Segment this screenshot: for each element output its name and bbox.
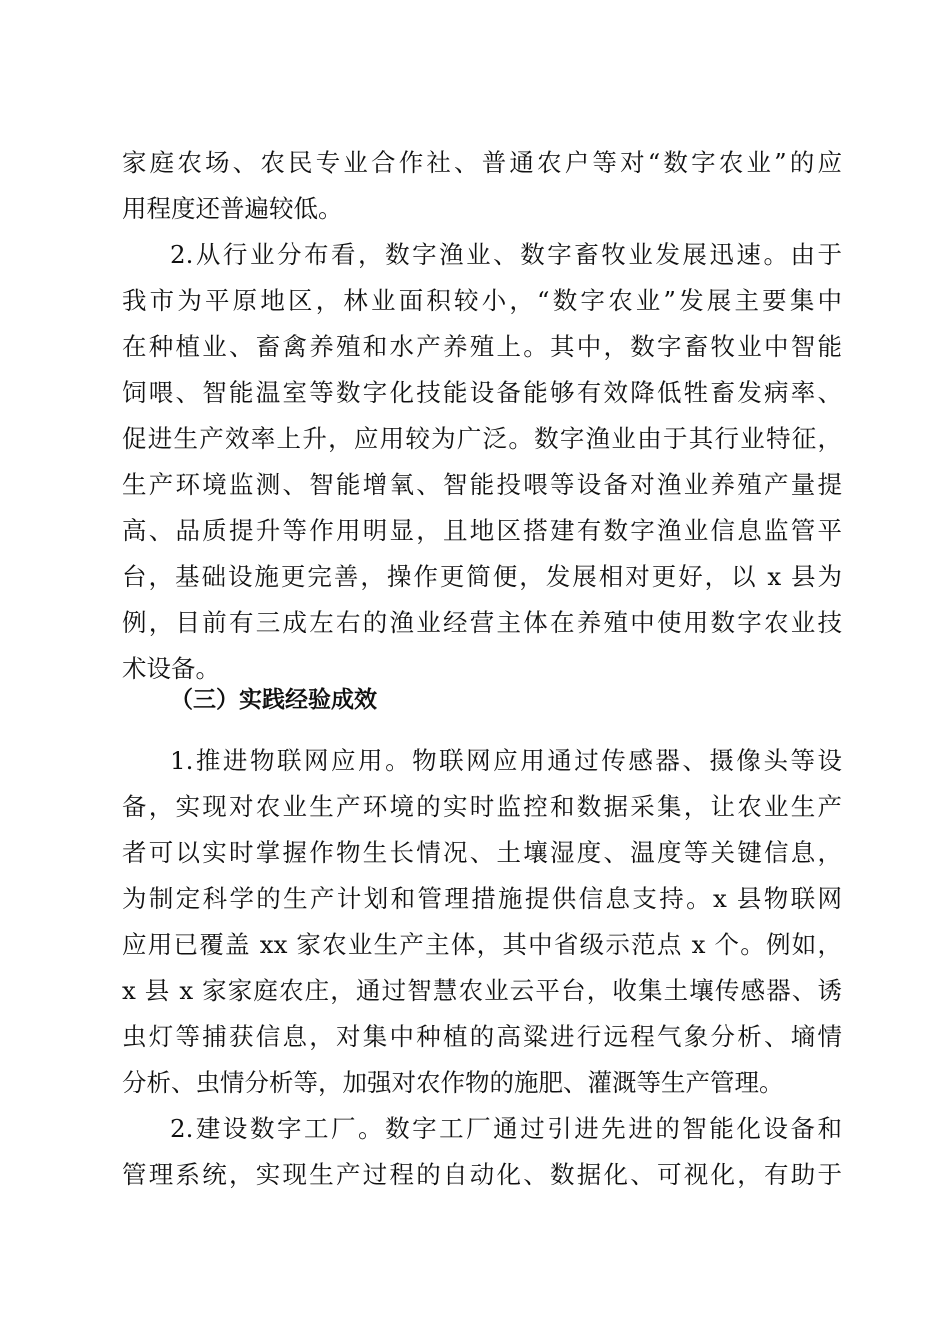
- text-line: 管理系统，实现生产过程的自动化、数据化、可视化，有助于: [122, 1160, 842, 1189]
- text-line: 高、品质提升等作用明显，且地区搭建有数字渔业信息监管平: [122, 516, 842, 545]
- text-line: 虫灯等捕获信息，对集中种植的高粱进行远程气象分析、墒情: [122, 1022, 842, 1051]
- text-line: 台，基础设施更完善，操作更简便，发展相对更好，以 x 县为: [122, 562, 842, 591]
- text-line: 在种植业、畜禽养殖和水产养殖上。其中，数字畜牧业中智能: [122, 332, 842, 361]
- text-line: 饲喂、智能温室等数字化技能设备能够有效降低牲畜发病率、: [122, 378, 842, 407]
- text-line: 应用已覆盖 xx 家农业生产主体，其中省级示范点 x 个。例如，: [122, 930, 842, 959]
- text-line: 生产环境监测、智能增氧、智能投喂等设备对渔业养殖产量提: [122, 470, 842, 499]
- text-line: 2.从行业分布看，数字渔业、数字畜牧业发展迅速。由于: [170, 240, 842, 269]
- text-line: 我市为平原地区，林业面积较小，“数字农业”发展主要集中: [122, 286, 842, 315]
- text-line: 为制定科学的生产计划和管理措施提供信息支持。x 县物联网: [122, 884, 842, 913]
- section-heading: （三）实践经验成效: [170, 687, 377, 713]
- text-line: 家庭农场、农民专业合作社、普通农户等对“数字农业”的应: [122, 148, 842, 177]
- text-line: 2.建设数字工厂。数字工厂通过引进先进的智能化设备和: [170, 1114, 842, 1143]
- text-line: 备，实现对农业生产环境的实时监控和数据采集，让农业生产: [122, 792, 842, 821]
- text-line: 术设备。: [122, 654, 220, 683]
- text-line: 促进生产效率上升，应用较为广泛。数字渔业由于其行业特征，: [122, 424, 842, 453]
- text-line: 者可以实时掌握作物生长情况、土壤湿度、温度等关键信息，: [122, 838, 842, 867]
- text-line: 用程度还普遍较低。: [122, 194, 343, 223]
- text-line: 例，目前有三成左右的渔业经营主体在养殖中使用数字农业技: [122, 608, 842, 637]
- text-line: 分析、虫情分析等，加强对农作物的施肥、灌溉等生产管理。: [122, 1068, 784, 1097]
- text-line: 1.推进物联网应用。物联网应用通过传感器、摄像头等设: [170, 746, 842, 775]
- text-line: x 县 x 家家庭农庄，通过智慧农业云平台，收集土壤传感器、诱: [122, 976, 842, 1005]
